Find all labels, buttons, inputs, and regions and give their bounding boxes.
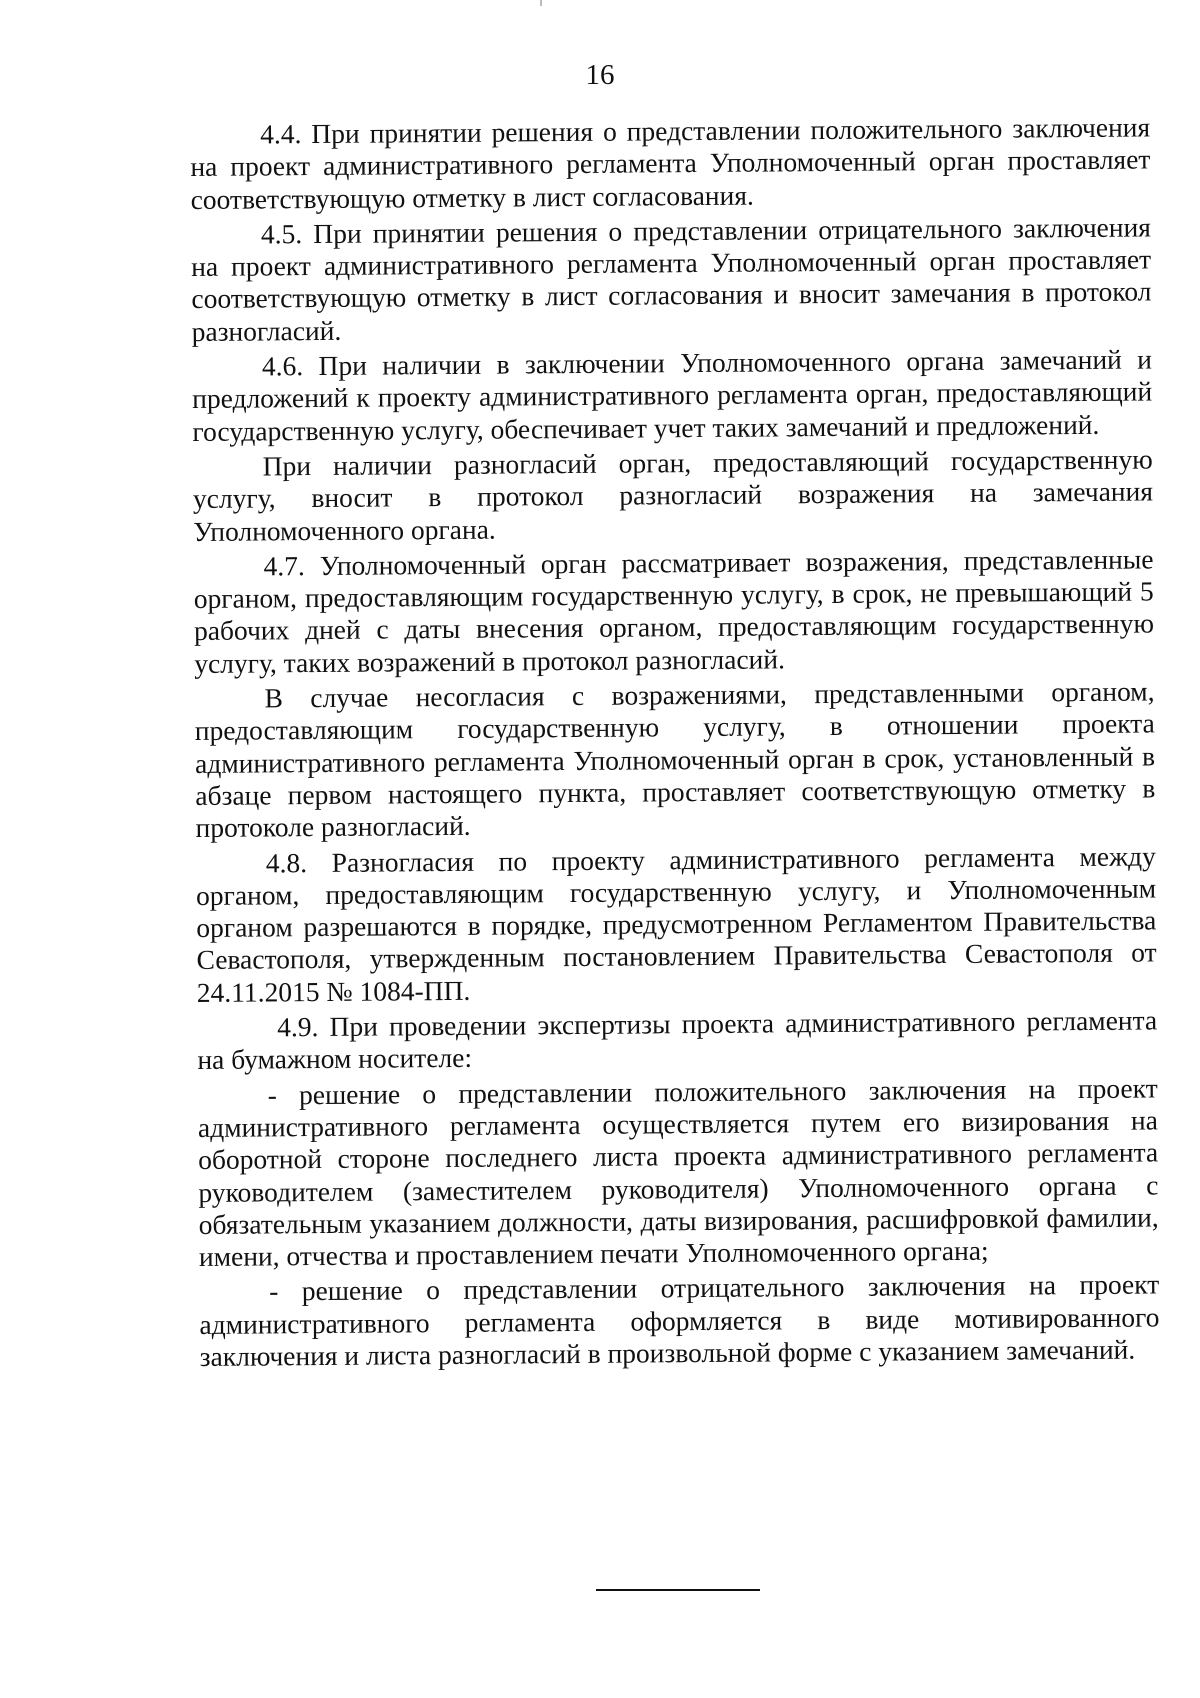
paragraph-4-6: 4.6. При наличии в заключении Уполномоченного органа замечаний и предложений к проекту административного регламента орган, предоставляющий государственную услугу, обеспечивает учет таких замечаний и предложений.: [192, 343, 1153, 447]
paragraph-4-8: 4.8. Разногласия по проекту административного регламента между органом, предоставляющим государственную услугу, и Уполномоченным органом разрешаются в порядке, предусмотренном Регламентом Правительства Севастополя, утвержденным постановлением Правительства Севастополя от 24.11.2015 № 1084-ПП.: [195, 839, 1157, 1008]
paragraph-4-9: 4.9. При проведении экспертизы проекта административного регламента на бумажном носителе:: [197, 1004, 1158, 1076]
paragraph-4-6-disagreements: При наличии разногласий орган, предоставляющий государственную услугу, вносит в протокол разногласий возражения на замечания Уполномоченного органа.: [192, 443, 1154, 547]
list-item-negative-conclusion: - решение о представлении отрицательного заключения на проект административного регламента оформляется в виде мотивированного заключения и листа разногласий в произвольной форме с указанием замечаний.: [199, 1268, 1160, 1372]
end-of-text-rule: [596, 1589, 760, 1591]
paragraph-4-4: 4.4. При принятии решения о представлении положительного заключения на проект административного регламента Уполномоченный орган проставляет соответствующую отметку в лист согласования.: [190, 111, 1151, 215]
document-body: [190, 111, 1160, 1376]
scan-artifact: [540, 0, 542, 6]
paragraph-4-5: 4.5. При принятии решения о представлении отрицательного заключения на проект административного регламента Уполномоченный орган проставляет соответствующую отметку в лист согласования и вносит замечания в протокол разногласий.: [191, 211, 1152, 347]
paragraph-4-7: 4.7. Уполномоченный орган рассматривает возражения, представленные органом, предоставляющим государственную услугу, в срок, не превышающий 5 рабочих дней с даты внесения органом, предоставляющим государственную услугу, таких возражений в протокол разногласий.: [193, 543, 1155, 679]
page-number: 16: [585, 59, 615, 91]
paragraph-4-7-nonagreement: В случае несогласия с возражениями, представленными органом, предоставляющим государственную услугу, в отношении проекта административного регламента Уполномоченный орган в срок, установленный в абзаце первом настоящего пункта, проставляет соответствующую отметку в протоколе разногласий.: [194, 675, 1156, 844]
list-item-positive-conclusion: - решение о представлении положительного заключения на проект административного регламента осуществляется путем его визирования на оборотной стороне последнего листа проекта административного регламента руководителем (заместителем руководителя) Уполномоченного органа с обязательным указанием должности, даты визирования, расшифровкой фамилии, имени, отчества и проставлением печати Уполномоченного органа;: [197, 1072, 1159, 1273]
